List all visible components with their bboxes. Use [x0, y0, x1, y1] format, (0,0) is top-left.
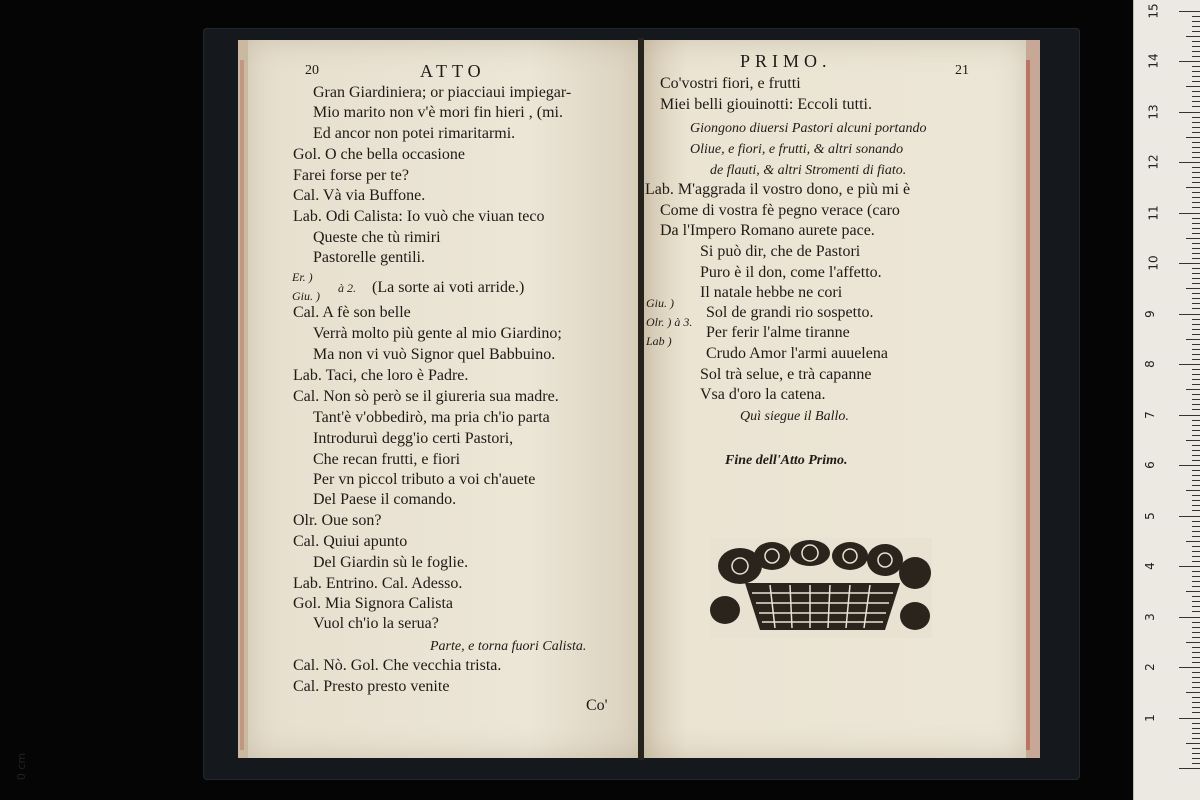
text-line: Sol de grandi rio sospetto.	[706, 304, 874, 321]
ruler-tick	[1186, 591, 1200, 592]
ruler-tick	[1192, 228, 1200, 229]
ruler-number: 15	[1146, 2, 1161, 19]
text-line: Miei belli giouinotti: Eccoli tutti.	[660, 96, 872, 113]
ruler-tick	[1192, 733, 1200, 734]
ruler-tick	[1179, 566, 1200, 567]
ruler-tick	[1192, 531, 1200, 532]
ruler-tick	[1192, 697, 1200, 698]
page-number-right: 21	[955, 63, 969, 78]
ruler-tick	[1179, 263, 1200, 264]
ruler-tick	[1192, 233, 1200, 234]
ruler-tick	[1192, 510, 1200, 511]
text-line: Gran Giardiniera; or piacciaui impiegar-	[313, 84, 572, 101]
ruler-tick	[1179, 617, 1200, 618]
ruler-tick	[1192, 56, 1200, 57]
ruler-tick	[1179, 162, 1200, 163]
ruler-number: 11	[1146, 204, 1161, 221]
text-line: Tant'è v'obbedirò, ma pria ch'io parta	[313, 409, 550, 426]
ruler-tick	[1179, 718, 1200, 719]
ruler-tick	[1186, 137, 1200, 138]
measurement-ruler	[1133, 0, 1200, 800]
ruler-tick	[1192, 536, 1200, 537]
text-line: Lab. M'aggrada il vostro dono, e più mi è	[645, 181, 911, 198]
ruler-tick	[1192, 596, 1200, 597]
ruler-tick	[1192, 394, 1200, 395]
ruler-tick	[1192, 707, 1200, 708]
ruler-number: 8	[1142, 360, 1157, 368]
ruler-tick	[1192, 122, 1200, 123]
ruler-tick	[1179, 415, 1200, 416]
ruler-number: 4	[1142, 562, 1157, 570]
stage-direction: Parte, e torna fuori Calista.	[430, 639, 587, 654]
text-line: Gol. Mia Signora Calista	[293, 595, 453, 612]
text-line: Co'vostri fiori, e frutti	[660, 75, 801, 92]
ruler-tick	[1192, 480, 1200, 481]
ruler-tick	[1192, 349, 1200, 350]
ruler-tick	[1192, 243, 1200, 244]
text-line: Sol trà selue, e trà capanne	[700, 366, 872, 383]
ruler-tick	[1192, 303, 1200, 304]
ruler-tick	[1192, 571, 1200, 572]
ruler-tick	[1192, 157, 1200, 158]
act-end-title: Fine dell'Atto Primo.	[725, 453, 848, 468]
ruler-tick	[1192, 293, 1200, 294]
ruler-tick	[1186, 692, 1200, 693]
ruler-tick	[1192, 526, 1200, 527]
text-line: Cal. Quiui apunto	[293, 533, 408, 550]
ruler-tick	[1186, 440, 1200, 441]
ruler-number: 13	[1146, 103, 1161, 120]
ruler-tick	[1192, 738, 1200, 739]
ruler-tick	[1192, 556, 1200, 557]
text-line: Per ferir l'alme tiranne	[706, 324, 850, 341]
ruler-tick	[1192, 475, 1200, 476]
ruler-tick	[1192, 420, 1200, 421]
ruler-tick	[1192, 253, 1200, 254]
ruler-tick	[1192, 207, 1200, 208]
ruler-tick	[1192, 106, 1200, 107]
ruler-tick	[1192, 359, 1200, 360]
ruler-tick	[1192, 546, 1200, 547]
text-line: Vsa d'oro la catena.	[700, 386, 826, 403]
ruler-tick	[1192, 101, 1200, 102]
stage-direction: Quì siegue il Ballo.	[740, 409, 849, 424]
ruler-tick	[1192, 167, 1200, 168]
speaker-count: à 2.	[338, 281, 356, 295]
ruler-tick	[1192, 127, 1200, 128]
ruler-tick	[1192, 218, 1200, 219]
ruler-tick	[1192, 223, 1200, 224]
catchword: Co'	[586, 697, 608, 714]
speaker-brace: Giu. )	[292, 289, 320, 303]
text-line: Ed ancor non potei rimaritarmi.	[313, 125, 516, 142]
running-header-right: PRIMO.	[740, 51, 832, 71]
ruler-tick	[1192, 576, 1200, 577]
ruler-tick	[1192, 298, 1200, 299]
text-line: Mio marito non v'è mori fin hieri , (mi.	[313, 104, 563, 121]
text-line: Lab. Odi Calista: Io vuò che viuan teco	[293, 208, 545, 225]
ruler-tick	[1192, 117, 1200, 118]
ruler-tick	[1192, 344, 1200, 345]
ruler-tick	[1192, 96, 1200, 97]
ruler-tick	[1192, 470, 1200, 471]
text-line: Gol. O che bella occasione	[293, 146, 465, 163]
text-line: Cal. A fè son belle	[293, 304, 411, 321]
ruler-tick	[1192, 142, 1200, 143]
ruler-tick	[1192, 561, 1200, 562]
ruler-tick	[1192, 627, 1200, 628]
ruler-tick	[1192, 182, 1200, 183]
ruler-number: 5	[1142, 511, 1157, 520]
book-gutter	[638, 38, 644, 760]
text-line: Verrà molto più gente al mio Giardino;	[313, 325, 562, 342]
page-number-left: 20	[305, 63, 319, 78]
speaker-brace: Olr. ) à 3.	[646, 315, 693, 329]
ruler-tick	[1192, 758, 1200, 759]
ruler-tick	[1192, 334, 1200, 335]
text-line: Farei forse per te?	[293, 167, 409, 184]
ruler-tick	[1192, 712, 1200, 713]
ruler-tick	[1179, 213, 1200, 214]
ruler-tick	[1179, 11, 1200, 12]
text-line: Cal. Và via Buffone.	[293, 187, 426, 204]
ruler-number: 9	[1142, 309, 1157, 318]
ruler-tick	[1192, 324, 1200, 325]
ruler-tick	[1192, 16, 1200, 17]
ruler-number: 10	[1146, 255, 1161, 271]
ruler-tick	[1179, 516, 1200, 517]
text-line: Ma non vi vuò Signor quel Babbuino.	[313, 346, 556, 363]
ruler-tick	[1186, 36, 1200, 37]
ruler-tick	[1192, 31, 1200, 32]
ruler-tick	[1192, 319, 1200, 320]
ruler-number: 7	[1142, 410, 1157, 419]
ruler-tick	[1192, 132, 1200, 133]
text-line: Crudo Amor l'armi auuelena	[706, 345, 888, 362]
ruler-tick	[1179, 364, 1200, 365]
ruler-tick	[1179, 112, 1200, 113]
text-line: Il natale hebbe ne cori	[700, 284, 843, 301]
ruler-tick	[1186, 490, 1200, 491]
text-line: Da l'Impero Romano aurete pace.	[660, 222, 875, 239]
ruler-tick	[1192, 66, 1200, 67]
ruler-tick	[1192, 369, 1200, 370]
ruler-tick	[1192, 278, 1200, 279]
text-line: Lab. Taci, che loro è Padre.	[293, 367, 469, 384]
ruler-tick	[1192, 586, 1200, 587]
ruler-tick	[1192, 409, 1200, 410]
ruler-tick	[1192, 632, 1200, 633]
ruler-tick	[1186, 389, 1200, 390]
text-line: Come di vostra fè pegno verace (caro	[660, 202, 900, 219]
ruler-unit-label: 0 cm	[15, 752, 29, 781]
ruler-tick	[1186, 339, 1200, 340]
text-line: Per vn piccol tributo a voi ch'auete	[313, 471, 536, 488]
text-line: Si può dir, che de Pastori	[700, 243, 861, 260]
stage-direction: Oliue, e fiori, e frutti, & altri sonando	[690, 142, 904, 157]
text-line: Del Giardin sù le foglie.	[313, 554, 469, 571]
ruler-tick	[1192, 399, 1200, 400]
ruler-tick	[1192, 460, 1200, 461]
ruler-number: 12	[1146, 154, 1161, 170]
ruler-tick	[1192, 384, 1200, 385]
speaker-brace: Er. )	[292, 270, 313, 284]
ruler-tick	[1192, 192, 1200, 193]
ruler-tick	[1192, 485, 1200, 486]
text-line: (La sorte ai voti arride.)	[372, 279, 525, 296]
running-header-left: ATTO	[420, 61, 486, 81]
ruler-tick	[1192, 450, 1200, 451]
ruler-tick	[1192, 581, 1200, 582]
ruler-tick	[1192, 601, 1200, 602]
text-line: Che recan frutti, e fiori	[313, 451, 461, 468]
ruler-tick	[1192, 374, 1200, 375]
ruler-tick	[1192, 202, 1200, 203]
ruler-tick	[1192, 672, 1200, 673]
ruler-tick	[1192, 611, 1200, 612]
ruler-tick	[1179, 465, 1200, 466]
ruler-tick	[1192, 172, 1200, 173]
text-line: Pastorelle gentili.	[313, 249, 425, 266]
ruler-tick	[1186, 642, 1200, 643]
ruler-tick	[1192, 21, 1200, 22]
text-line: Queste che tù rimiri	[313, 229, 441, 246]
ruler-tick	[1192, 657, 1200, 658]
ruler-tick	[1192, 258, 1200, 259]
ruler-tick	[1186, 743, 1200, 744]
ruler-tick	[1192, 495, 1200, 496]
speaker-brace: Lab )	[646, 334, 672, 348]
ruler-tick	[1192, 248, 1200, 249]
ruler-tick	[1192, 748, 1200, 749]
ruler-tick	[1186, 238, 1200, 239]
ruler-tick	[1192, 430, 1200, 431]
ruler-tick	[1192, 647, 1200, 648]
ruler-tick	[1179, 61, 1200, 62]
text-line: Cal. Presto presto venite	[293, 678, 450, 695]
ruler-tick	[1192, 379, 1200, 380]
ruler-tick	[1192, 268, 1200, 269]
ruler-number: 3	[1142, 612, 1157, 621]
ruler-number: 2	[1142, 663, 1157, 671]
ruler-tick	[1192, 425, 1200, 426]
ruler-tick	[1192, 521, 1200, 522]
ruler-tick	[1192, 435, 1200, 436]
ruler-tick	[1192, 354, 1200, 355]
ruler-tick	[1192, 682, 1200, 683]
ruler-tick	[1192, 152, 1200, 153]
red-page-edge	[1026, 60, 1030, 750]
speaker-brace: Giu. )	[646, 296, 674, 310]
ruler-tick	[1192, 308, 1200, 309]
ruler-tick	[1186, 541, 1200, 542]
text-line: Introduruì degg'io certi Pastori,	[313, 430, 514, 447]
ruler-tick	[1192, 445, 1200, 446]
ruler-tick	[1192, 652, 1200, 653]
ruler-tick	[1192, 753, 1200, 754]
ruler-tick	[1192, 622, 1200, 623]
ruler-tick	[1192, 551, 1200, 552]
ruler-tick	[1192, 455, 1200, 456]
ruler-number: 1	[1142, 713, 1157, 722]
ruler-tick	[1192, 283, 1200, 284]
ruler-tick	[1192, 81, 1200, 82]
ruler-tick	[1192, 71, 1200, 72]
ruler-tick	[1192, 687, 1200, 688]
ruler-tick	[1192, 763, 1200, 764]
ruler-tick	[1192, 51, 1200, 52]
ruler-number: 6	[1142, 461, 1157, 469]
ruler-tick	[1179, 667, 1200, 668]
ruler-tick	[1192, 46, 1200, 47]
ruler-tick	[1192, 76, 1200, 77]
text-line: Del Paese il comando.	[313, 491, 457, 508]
ruler-tick	[1186, 187, 1200, 188]
ruler-tick	[1192, 723, 1200, 724]
ruler-tick	[1192, 702, 1200, 703]
text-line: Olr. Oue son?	[293, 512, 382, 529]
ruler-tick	[1192, 500, 1200, 501]
text-line: Cal. Nò. Gol. Che vecchia trista.	[293, 657, 502, 674]
text-line: Vuol ch'io la serua?	[313, 615, 439, 632]
ruler-tick	[1186, 86, 1200, 87]
flower-basket-woodcut-icon	[710, 538, 932, 638]
ruler-tick	[1179, 768, 1200, 769]
text-line: Cal. Non sò però se il giureria sua madre.	[293, 388, 559, 405]
ruler-tick	[1192, 329, 1200, 330]
ruler-tick	[1192, 197, 1200, 198]
ruler-tick	[1192, 505, 1200, 506]
ruler-tick	[1192, 728, 1200, 729]
ruler-tick	[1192, 177, 1200, 178]
ruler-tick	[1192, 26, 1200, 27]
ruler-tick	[1192, 637, 1200, 638]
ruler-tick	[1192, 606, 1200, 607]
text-line: Puro è il don, come l'affetto.	[700, 264, 882, 281]
ruler-tick	[1192, 662, 1200, 663]
ruler-tick	[1192, 41, 1200, 42]
ruler-tick	[1192, 273, 1200, 274]
ruler-tick	[1192, 91, 1200, 92]
text-line: Lab. Entrino. Cal. Adesso.	[293, 575, 463, 592]
stage-direction: Giongono diuersi Pastori alcuni portando	[690, 121, 927, 136]
ruler-tick	[1192, 147, 1200, 148]
ruler-tick	[1186, 288, 1200, 289]
ruler-tick	[1179, 314, 1200, 315]
stage-direction: de flauti, & altri Stromenti di fiato.	[710, 163, 907, 178]
ruler-tick	[1192, 677, 1200, 678]
ruler-tick	[1192, 404, 1200, 405]
red-page-edge-left	[240, 60, 244, 750]
ruler-number: 14	[1146, 53, 1161, 69]
